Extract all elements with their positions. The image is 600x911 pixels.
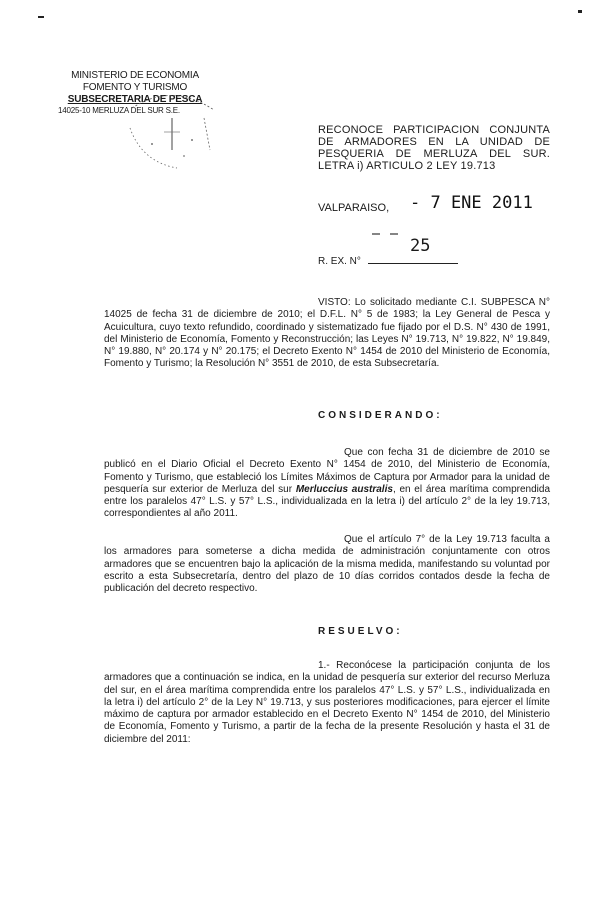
scan-speck [38,16,44,18]
visto-text: Lo solicitado mediante C.I. SUBPESCA N° 14025 de fecha 31 de diciembre de 2010; el D.F.L. N° 5 de 1983; la Ley General de Pesca y Acuicultura, cuyo texto refundido, coordinado y sistematizado fue fijado por el D.S. N° 430 de 1991, del Ministerio de Economía, Fomento y Reconstrucción; las Leyes N° 19.713, N° 19.822, N° 19.849, N° 19.880, N° 20.174 y N° 20.175; el Decreto Exento N° 1454 de 2010 del Ministerio de Economía, Fomento y Turismo; la Resolución N° 3551 de 2010, de esta Subsecretaría. [104,297,550,370]
reference-code: 14025-10 MERLUZA DEL SUR S.E. [58,106,180,115]
seal-stamp-icon [122,88,222,172]
considerando-heading: CONSIDERANDO: [318,410,443,421]
ministry-name: MINISTERIO DE ECONOMIA [71,70,199,81]
date-stamp: - 7 ENE 2011 [410,193,533,213]
considerando-1-text-a: Que con fecha 31 de diciembre de 2010 se publicó en el Diario Oficial el Decreto Exento N° 1454 de 2010, del Ministerio de Economía, Fomento y Turismo, que estableció los Límites Máximos de Captura por Armador para la unidad de pesquería sur exterior de Merluza del sur [104,447,550,495]
scan-speck [578,10,582,13]
resolution-number: 25 [410,236,431,256]
document-subject: RECONOCE PARTICIPACION CONJUNTA DE ARMADORES EN LA UNIDAD DE PESQUERIA DE MERLUZA DEL SUR. LETRA i) ARTICULO 2 LEY 19.713 [318,124,550,172]
species-name: Merluccius australis [295,483,393,495]
considerando-1-text-b: , en el área marítima comprendida entre los paralelos 47° L.S. y 57° L.S., individualizada en la letra i) del artículo 2° de la ley 19.713, correspondientes al año 2011. [104,483,551,520]
considerando-2-text: Que el artículo 7° de la Ley 19.713 faculta a los armadores para someterse a dicha medida de administración conjuntamente con otros armadores que se encuentren bajo la aplicación de la misma medida, manifestando su voluntad por escrito a esta Subsecretaría, dentro del plazo de 10 días corridos contados desde la fecha de publicación del decreto respectivo. [104,534,550,595]
considerando-paragraph-1 [104,447,550,521]
handwritten-mark [372,232,412,236]
visto-lead: VISTO: [318,297,351,308]
visto-paragraph [104,297,550,371]
subsecretaria-name: SUBSECRETARIA DE PESCA [67,94,203,105]
resuelvo-heading: RESUELVO: [318,626,403,637]
considerando-paragraph-2 [104,534,550,595]
resolution-label: R. EX. N° [318,256,361,267]
resuelvo-paragraph-1 [104,660,550,746]
ministry-subname: FOMENTO Y TURISMO [82,82,188,93]
city-label: VALPARAISO, [318,202,390,214]
resuelvo-1-text: 1.- Reconócese la participación conjunta de los armadores que a continuación se indica, en la unidad de pesquería sur exterior del recurso Merluza del sur, en el área marítima comprendida entre los paralelos 47° L.S. y 57° L.S., individualizada en la letra i) del artículo 2° de la Ley N° 19.713, y sus posteriores modificaciones, para ejercer el límite máximo de captura por armador establecido en el Decreto Exento N° 1454 de 2010, del Ministerio de Economía, Fomento y Turismo, a partir de la fecha de la presente Resolución y hasta el 31 de diciembre del 2011: [104,660,550,745]
resolution-underline [368,263,458,264]
